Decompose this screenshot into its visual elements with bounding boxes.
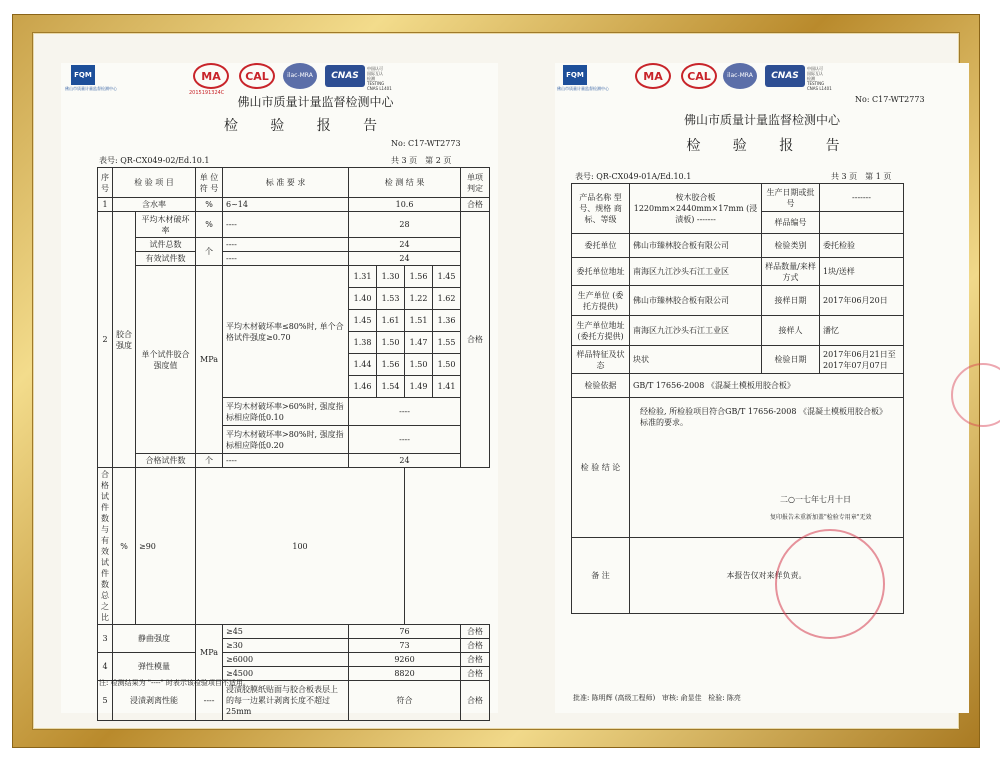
field-label: 样品编号	[762, 212, 820, 234]
table-row	[98, 454, 490, 468]
requirement-cell: 6~14	[223, 198, 349, 212]
requirement-cell: 平均木材破坏率>60%时, 强度指标相应降低0.10	[223, 398, 349, 426]
table-row	[98, 252, 490, 266]
table-row	[98, 198, 490, 212]
result-cell: 100	[196, 468, 405, 625]
requirement-cell: ≥90	[136, 468, 196, 625]
verdict-cell: 合格	[461, 198, 490, 212]
col-item: 检 验 项 目	[113, 168, 196, 198]
verdict-cell: 合格	[461, 653, 490, 667]
field-label: 样品数量/来样方式	[762, 258, 820, 286]
requirement-cell: 浸渍胶膜纸贴面与胶合板表层上的每一边累计剥离长度不超过25mm	[223, 681, 349, 721]
result-cell: ----	[349, 398, 461, 426]
item-cell: 合格试件数	[136, 454, 196, 468]
requirement-cell: ≥6000	[223, 653, 349, 667]
field-label: 委托单位地址	[572, 258, 630, 286]
table-row	[98, 625, 490, 639]
report-page-2	[61, 63, 498, 716]
strength-value: 1.41	[433, 376, 461, 398]
item-cell: 含水率	[113, 198, 196, 212]
result-cell: 8820	[349, 667, 461, 681]
fqm-logo: FQM	[71, 65, 95, 85]
field-value: 委托检验	[820, 234, 904, 258]
inspector-label: 检验: 陈亮	[708, 694, 741, 702]
result-cell: 符合	[349, 681, 461, 721]
unit-cell: ----	[196, 681, 223, 721]
strength-value: 1.49	[405, 376, 433, 398]
strength-value: 1.62	[433, 288, 461, 310]
field-value: 本报告仅对来样负责。	[630, 538, 904, 614]
strength-value: 1.22	[405, 288, 433, 310]
field-value: 南海区九江沙头石江工业区	[630, 316, 762, 346]
table-row	[572, 374, 904, 398]
strength-value: 1.47	[405, 332, 433, 354]
table-row	[572, 258, 904, 286]
requirement-cell: ≥30	[223, 639, 349, 653]
item-cell: 合格试件数与有效试件数总之比	[98, 468, 113, 625]
field-value: 1块/送样	[820, 258, 904, 286]
field-value: 2017年06月20日	[820, 286, 904, 316]
result-cell: 24	[349, 238, 461, 252]
strength-value: 1.56	[377, 354, 405, 376]
field-label: 接样人	[762, 316, 820, 346]
requirement-cell: 平均木材破坏率>80%时, 强度指标相应降低0.20	[223, 426, 349, 454]
ilac-mra-logo: ilac-MRA	[723, 63, 757, 89]
unit-cell: %	[113, 468, 136, 625]
report-page-1	[555, 63, 969, 713]
conclusion-date: 二○一七年七月十日	[780, 495, 851, 504]
header-row	[98, 168, 490, 198]
unit-cell: MPa	[196, 266, 223, 454]
strength-value: 1.54	[377, 376, 405, 398]
conclusion-text: 经检验, 所检验项目符合GB/T 17656-2008 《混凝土模板用胶合板》标准的要求。	[640, 407, 887, 427]
requirement-cell: ≥45	[223, 625, 349, 639]
field-label: 备 注	[572, 538, 630, 614]
table-row	[98, 212, 490, 238]
strength-value: 1.46	[349, 376, 377, 398]
col-unit: 单 位 符 号	[196, 168, 223, 198]
report-title: 检 验 报 告	[223, 118, 392, 134]
fqm-logo-caption: 佛山市质量计量监督检测中心	[65, 86, 117, 91]
field-value: 南海区九江沙头石江工业区	[630, 258, 762, 286]
strength-value: 1.50	[405, 354, 433, 376]
report-number: No: C17-WT2773	[855, 95, 925, 104]
requirement-cell: 平均木材破坏率≤80%时, 单个合格试件强度≥0.70	[223, 266, 349, 398]
frame-mat	[32, 32, 960, 730]
result-cell: 10.6	[349, 198, 461, 212]
col-requirement: 标 准 要 求	[223, 168, 349, 198]
page-info: 共 3 页 第 2 页	[391, 156, 452, 165]
result-cell: 24	[349, 454, 461, 468]
table-row	[98, 238, 490, 252]
field-value: 潘忆	[820, 316, 904, 346]
seq-cell: 2	[98, 212, 113, 468]
strength-value: 1.44	[349, 354, 377, 376]
cma-code: 2015191324C	[189, 90, 225, 96]
item-cell: 弹性模量	[113, 653, 196, 681]
strength-value: 1.51	[405, 310, 433, 332]
field-value: GB/T 17656-2008 《混凝土模板用胶合板》	[630, 374, 904, 398]
unit-cell: MPa	[196, 625, 223, 681]
strength-value: 1.31	[349, 266, 377, 288]
stamp-notice: 复印报告未重新加盖"检验专用章"无效	[770, 514, 872, 521]
field-value: 块状	[630, 346, 762, 374]
requirement-cell: ----	[223, 212, 349, 238]
seam-stamp	[951, 363, 1000, 427]
strength-value: 1.36	[433, 310, 461, 332]
test-results-table	[97, 167, 490, 721]
conclusion-cell	[630, 398, 904, 538]
seq-cell: 5	[98, 681, 113, 721]
field-label: 生产单位 (委托方提供)	[572, 286, 630, 316]
result-cell: 24	[349, 252, 461, 266]
report-number: No: C17-WT2773	[391, 139, 461, 148]
field-label: 检验类别	[762, 234, 820, 258]
field-label: 生产单位地址 (委托方提供)	[572, 316, 630, 346]
gold-frame	[12, 14, 980, 748]
group-cell: 胶合强度	[113, 212, 136, 468]
approver-title: (高级工程师)	[614, 694, 656, 702]
cal-logo: CAL	[239, 63, 275, 89]
unit-cell: %	[196, 212, 223, 238]
verdict-cell: 合格	[461, 639, 490, 653]
item-cell: 有效试件数	[136, 252, 196, 266]
unit-cell: 个	[196, 454, 223, 468]
verdict-cell: 合格	[461, 625, 490, 639]
field-label: 样品特征及状态	[572, 346, 630, 374]
strength-row	[98, 266, 490, 288]
field-label: 接样日期	[762, 286, 820, 316]
cnas-caption: 中国认可 国际互认 检测 TESTING CNAS L1401	[807, 66, 832, 91]
seq-cell: 4	[98, 653, 113, 681]
strength-value: 1.30	[377, 266, 405, 288]
requirement-cell: ----	[223, 252, 349, 266]
item-cell: 平均木材破坏率	[136, 212, 196, 238]
table-note: 注: 检测结果为 "----" 时表示该检验项目不适用。	[99, 679, 250, 687]
item-cell: 浸渍剥离性能	[113, 681, 196, 721]
table-row	[572, 316, 904, 346]
cnas-logo: CNAS	[765, 65, 805, 87]
item-cell: 静曲强度	[113, 625, 196, 653]
field-label: 检验依据	[572, 374, 630, 398]
table-row	[572, 286, 904, 316]
field-value: -------	[820, 184, 904, 212]
strength-value: 1.61	[377, 310, 405, 332]
col-result: 检 测 结 果	[349, 168, 461, 198]
fqm-logo: FQM	[563, 65, 587, 85]
strength-value: 1.50	[433, 354, 461, 376]
report-title: 检 验 报 告	[686, 138, 854, 154]
strength-value: 1.56	[405, 266, 433, 288]
seq-cell: 1	[98, 198, 113, 212]
reviewer-label: 审核: 俞显佳	[661, 694, 702, 702]
field-value: 桉木胶合板 1220mm×2440mm×17mm (浸渍板) -------	[630, 184, 762, 234]
result-cell: 76	[349, 625, 461, 639]
unit-cell: %	[196, 198, 223, 212]
requirement-cell: ≥4500	[223, 667, 349, 681]
col-verdict: 单项 判定	[461, 168, 490, 198]
cma-logo: MA	[635, 63, 671, 89]
fqm-logo-caption: 佛山市质量计量监督检测中心	[557, 86, 609, 91]
col-seq: 序号	[98, 168, 113, 198]
cma-logo: MA	[193, 63, 229, 89]
form-number: 表号: QR-CX049-01A/Ed.10.1	[575, 172, 692, 181]
cnas-caption: 中国认可 国际互认 检测 TESTING CNAS L1401	[367, 66, 392, 91]
strength-value: 1.50	[377, 332, 405, 354]
field-value	[820, 212, 904, 234]
page-info: 共 3 页 第 1 页	[831, 172, 892, 181]
table-row	[98, 468, 490, 625]
result-cell: 73	[349, 639, 461, 653]
conclusion-row	[572, 398, 904, 538]
field-label: 产品名称 型号、规格 商标、等级	[572, 184, 630, 234]
requirement-cell: ----	[223, 238, 349, 252]
table-row	[572, 234, 904, 258]
center-name: 佛山市质量计量监督检测中心	[237, 95, 394, 109]
unit-cell: 个	[196, 238, 223, 266]
field-label: 生产日期或批号	[762, 184, 820, 212]
page-header	[61, 63, 498, 183]
signature-line	[573, 693, 741, 703]
field-label: 委托单位	[572, 234, 630, 258]
page-header	[555, 63, 969, 183]
verdict-cell: 合格	[461, 681, 490, 721]
field-value: 2017年06月21日至2017年07月07日	[820, 346, 904, 374]
strength-value: 1.53	[377, 288, 405, 310]
field-value: 佛山市臻林胶合板有限公司	[630, 286, 762, 316]
strength-value: 1.45	[349, 310, 377, 332]
item-cell: 单个试件胶合强度值	[136, 266, 196, 454]
strength-value: 1.55	[433, 332, 461, 354]
table-row	[572, 184, 904, 212]
result-cell: 9260	[349, 653, 461, 667]
verdict-cell: 合格	[461, 212, 490, 468]
form-number: 表号: QR-CX049-02/Ed.10.1	[99, 156, 210, 165]
result-cell: 28	[349, 212, 461, 238]
field-value: 佛山市臻林胶合板有限公司	[630, 234, 762, 258]
strength-value: 1.45	[433, 266, 461, 288]
center-name: 佛山市质量计量监督检测中心	[683, 113, 840, 127]
seq-cell: 3	[98, 625, 113, 653]
field-label: 检验日期	[762, 346, 820, 374]
ilac-mra-logo: ilac-MRA	[283, 63, 317, 89]
cnas-logo: CNAS	[325, 65, 365, 87]
strength-value: 1.38	[349, 332, 377, 354]
cal-logo: CAL	[681, 63, 717, 89]
official-stamp	[775, 529, 885, 639]
item-cell: 试件总数	[136, 238, 196, 252]
requirement-cell: ----	[223, 454, 349, 468]
strength-value: 1.40	[349, 288, 377, 310]
table-row	[98, 653, 490, 667]
verdict-cell: 合格	[461, 667, 490, 681]
table-row	[572, 346, 904, 374]
field-label: 检 验 结 论	[572, 398, 630, 538]
result-cell: ----	[349, 426, 461, 454]
approver-label: 批准: 陈明辉	[573, 694, 613, 702]
